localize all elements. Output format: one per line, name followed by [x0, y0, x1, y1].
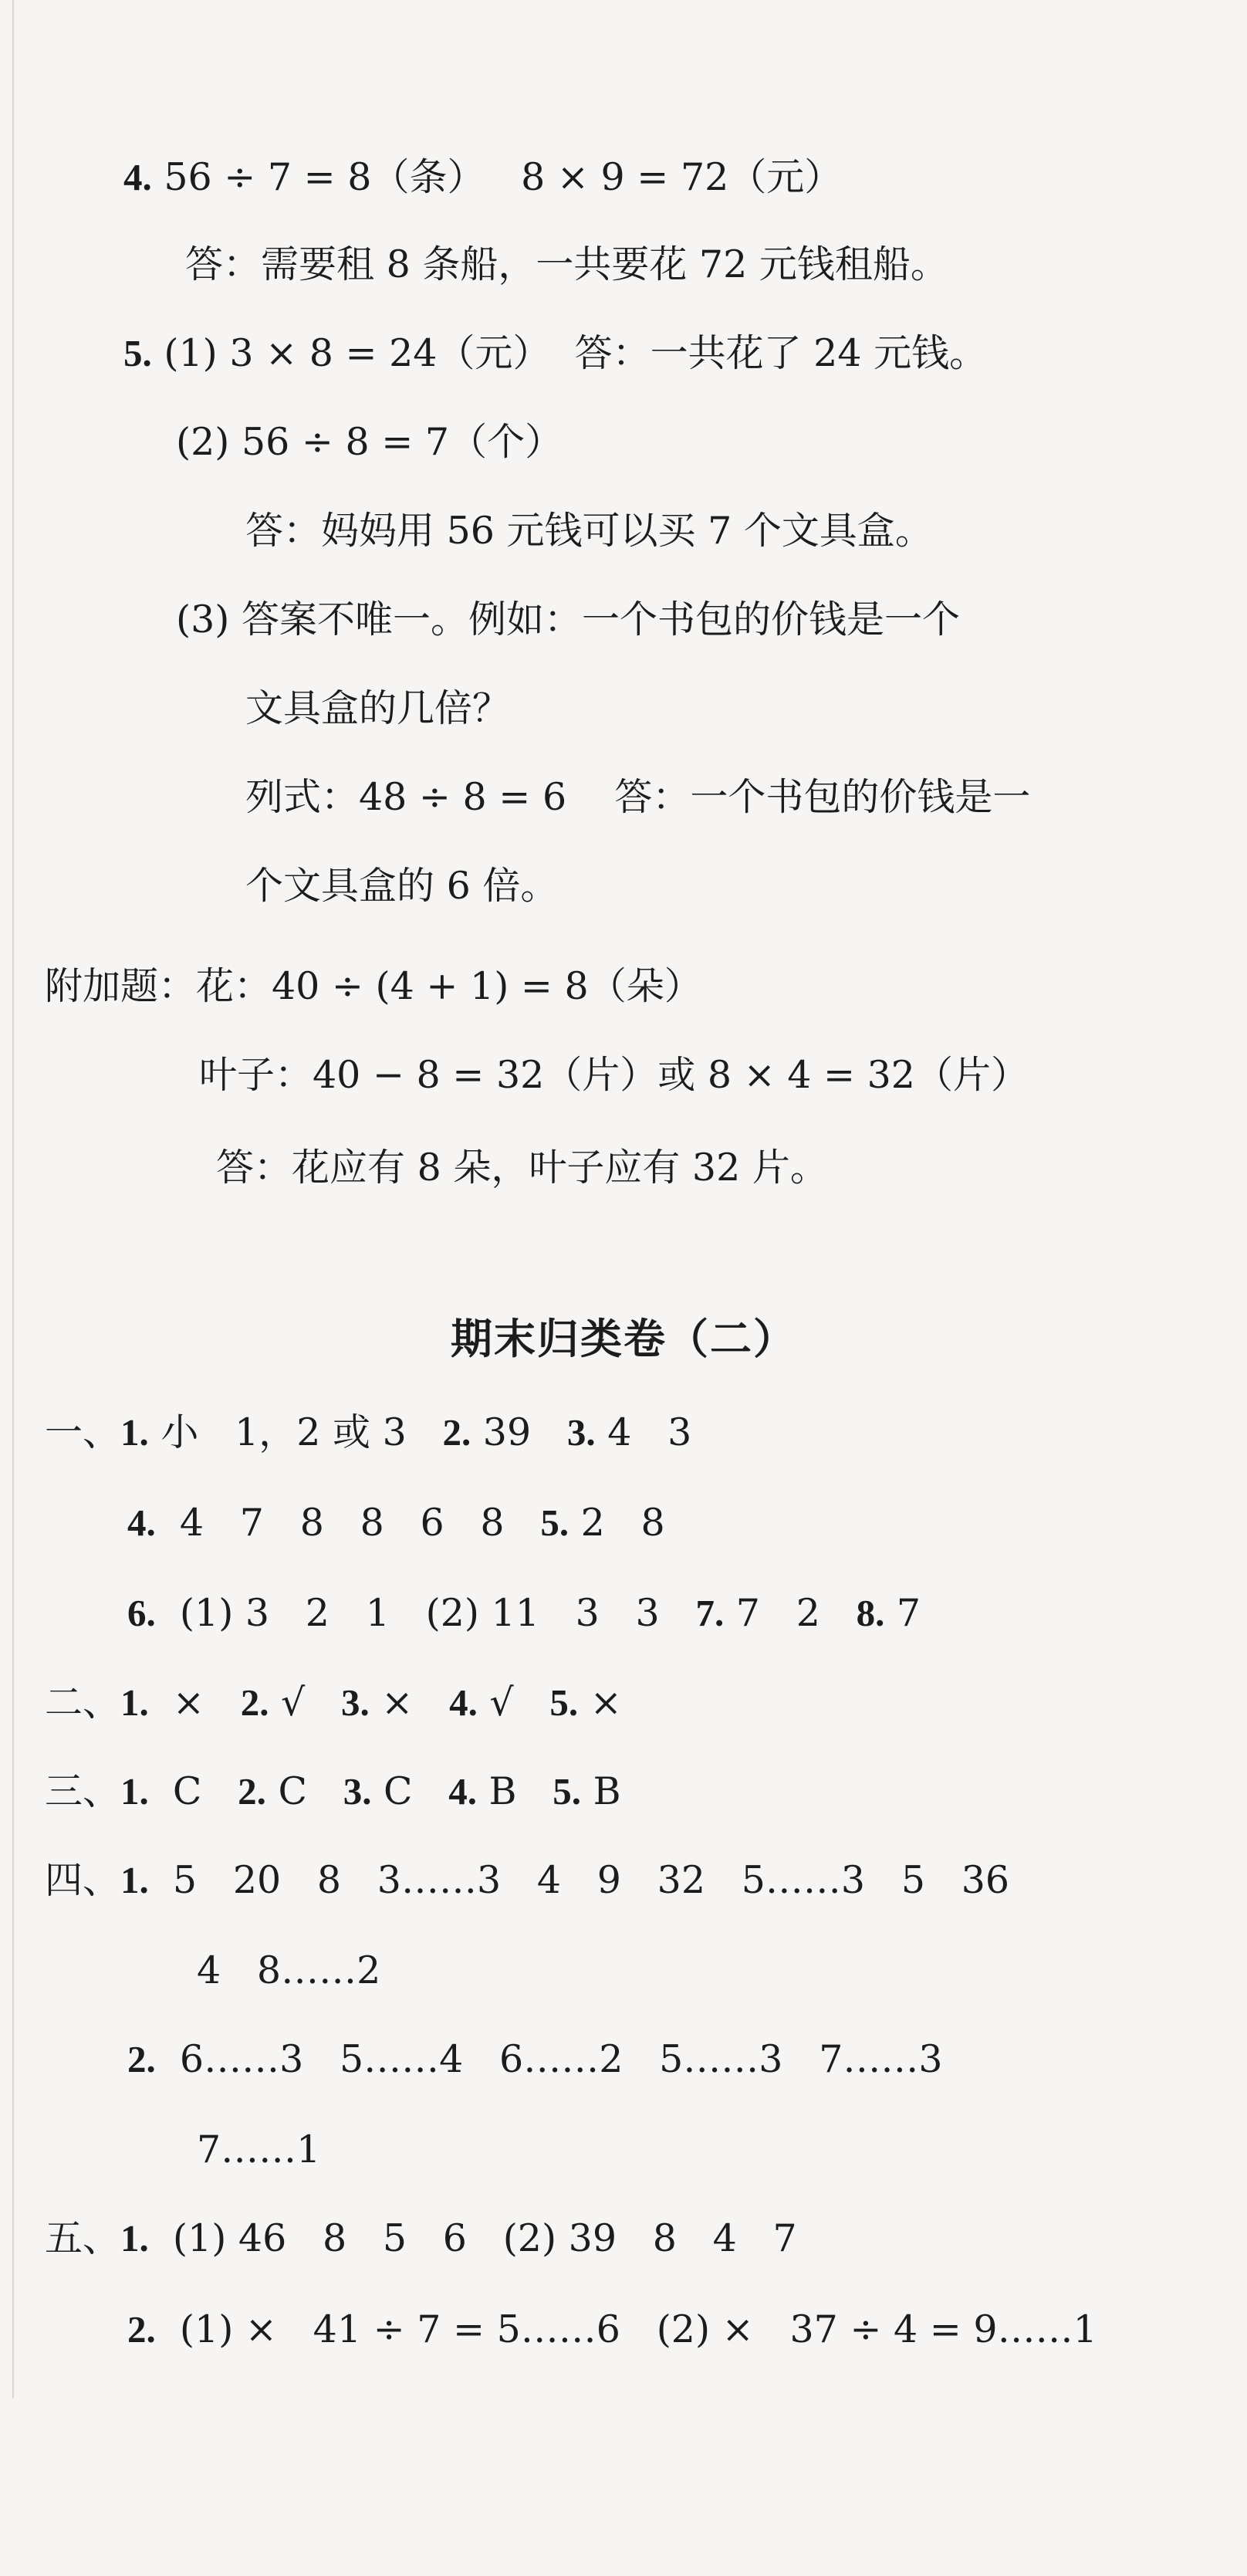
item-number: 1.: [120, 1411, 149, 1454]
section-label: 三、: [45, 1769, 121, 1813]
answer-text: (1) 3 2 1 (2) 11 3 3: [167, 1591, 696, 1635]
answer-text: 答：需要租 8 条船，一共要花 72 元钱租船。: [185, 242, 948, 286]
answer-line: [197, 1948, 380, 1994]
answer-line: [123, 330, 987, 377]
answer-line: [45, 2215, 797, 2262]
item-number: 4.: [127, 1501, 156, 1544]
answer-text: √: [477, 1681, 550, 1725]
answer-text: 2 8: [569, 1501, 665, 1545]
item-number: 1.: [120, 2217, 149, 2260]
item-number: 2.: [127, 2308, 156, 2351]
answer-line: [123, 154, 842, 201]
item-number: 2.: [238, 1770, 266, 1813]
section-label: 四、: [45, 1858, 121, 1902]
item-number: 3.: [343, 1770, 372, 1813]
answer-line: [45, 1680, 622, 1726]
answer-line: [45, 963, 702, 1010]
answer-text: 个文具盒的 6 倍。: [245, 864, 559, 908]
answer-line: [245, 863, 558, 909]
answer-line: [199, 1052, 1029, 1098]
item-number: 1.: [120, 1859, 149, 1901]
item-number: 1.: [120, 1681, 149, 1724]
answer-line: [176, 419, 563, 465]
item-number: 5.: [540, 1501, 569, 1544]
section-heading: 期末归类卷（二）: [451, 1315, 796, 1363]
section-label: 五、: [45, 2216, 121, 2260]
item-number: 4.: [448, 1770, 477, 1813]
item-number: 3.: [566, 1411, 596, 1454]
answer-text: 小 1，2 或 3: [161, 1410, 443, 1454]
answer-text: 7……1: [197, 2127, 321, 2171]
answer-line: [245, 685, 510, 732]
answer-text: ×: [161, 1681, 241, 1725]
answer-text: 答：妈妈用 56 元钱可以买 7 个文具盒。: [245, 509, 933, 553]
item-number: 8.: [856, 1592, 885, 1634]
answer-line: [127, 2307, 1097, 2353]
item-number: 4.: [449, 1681, 478, 1724]
item-number: 5.: [549, 1681, 579, 1724]
answer-text: 文具盒的几倍？: [245, 686, 511, 730]
item-number: 4.: [123, 156, 152, 198]
answer-line: [197, 2127, 320, 2173]
item-number: 2.: [442, 1411, 471, 1454]
answer-text: (1) × 41 ÷ 7 = 5……6 (2) × 37 ÷ 4 = 9……1: [167, 2307, 1097, 2351]
answer-text: C: [371, 1769, 449, 1813]
answer-text: C: [265, 1769, 343, 1813]
answer-text: 7 2: [724, 1591, 857, 1635]
answer-line: [127, 2036, 943, 2083]
answer-line: [127, 1500, 665, 1546]
answer-line: [45, 1769, 621, 1815]
item-number: 6.: [127, 1592, 156, 1634]
answer-text: 56 ÷ 7 = 8（条） 8 × 9 = 72（元）: [164, 155, 843, 199]
answer-text: 附加题：花：40 ÷ (4 + 1) = 8（朵）: [45, 964, 702, 1008]
answer-text: 4 8……2: [197, 1948, 381, 1992]
section-label: 一、: [45, 1410, 121, 1454]
item-number: 1.: [120, 1770, 149, 1813]
item-number: 3.: [340, 1681, 370, 1724]
answer-line: [176, 597, 960, 643]
section-label: 二、: [45, 1681, 121, 1725]
item-number: 5.: [123, 332, 152, 374]
answer-text: (3) 答案不唯一。例如：一个书包的价钱是一个: [176, 597, 960, 641]
item-number: 2.: [127, 2038, 156, 2080]
answer-line: [245, 774, 1030, 821]
item-number: 7.: [695, 1592, 725, 1634]
answer-text: ×: [369, 1681, 450, 1725]
answer-line: [45, 1857, 1009, 1904]
answer-text: 叶子：40 − 8 = 32（片）或 8 × 4 = 32（片）: [199, 1053, 1029, 1097]
answer-text: ×: [578, 1681, 622, 1725]
answer-text: 39: [471, 1410, 567, 1454]
answer-text: 答：花应有 8 朵，叶子应有 32 片。: [216, 1146, 828, 1190]
item-number: 5.: [553, 1770, 582, 1813]
item-number: 2.: [240, 1681, 269, 1724]
answer-text: B: [476, 1769, 553, 1813]
answer-text: 6……3 5……4 6……2 5……3 7……3: [167, 2037, 943, 2081]
answer-text: 5 20 8 3……3 4 9 32 5……3 5 36: [161, 1858, 1010, 1902]
answer-text: (2) 56 ÷ 8 = 7（个）: [176, 420, 563, 464]
answer-text: 列式：48 ÷ 8 = 6 答：一个书包的价钱是一: [245, 775, 1031, 819]
answer-text: 4 7 8 8 6 8: [167, 1501, 541, 1545]
answer-line: [127, 1590, 921, 1637]
answer-text: B: [581, 1769, 621, 1813]
answer-text: (1) 46 8 5 6 (2) 39 8 4 7: [161, 2216, 797, 2260]
answer-text: √: [269, 1681, 341, 1725]
answer-text: 7: [884, 1591, 921, 1635]
answer-line: [185, 242, 948, 288]
answer-line: [245, 508, 933, 554]
answer-line: [45, 1410, 691, 1456]
answer-text: (1) 3 × 8 = 24（元） 答：一共花了 24 元钱。: [164, 331, 988, 375]
answer-text: C: [161, 1769, 238, 1813]
answer-text: 4 3: [595, 1410, 692, 1454]
answer-line: [216, 1145, 828, 1191]
